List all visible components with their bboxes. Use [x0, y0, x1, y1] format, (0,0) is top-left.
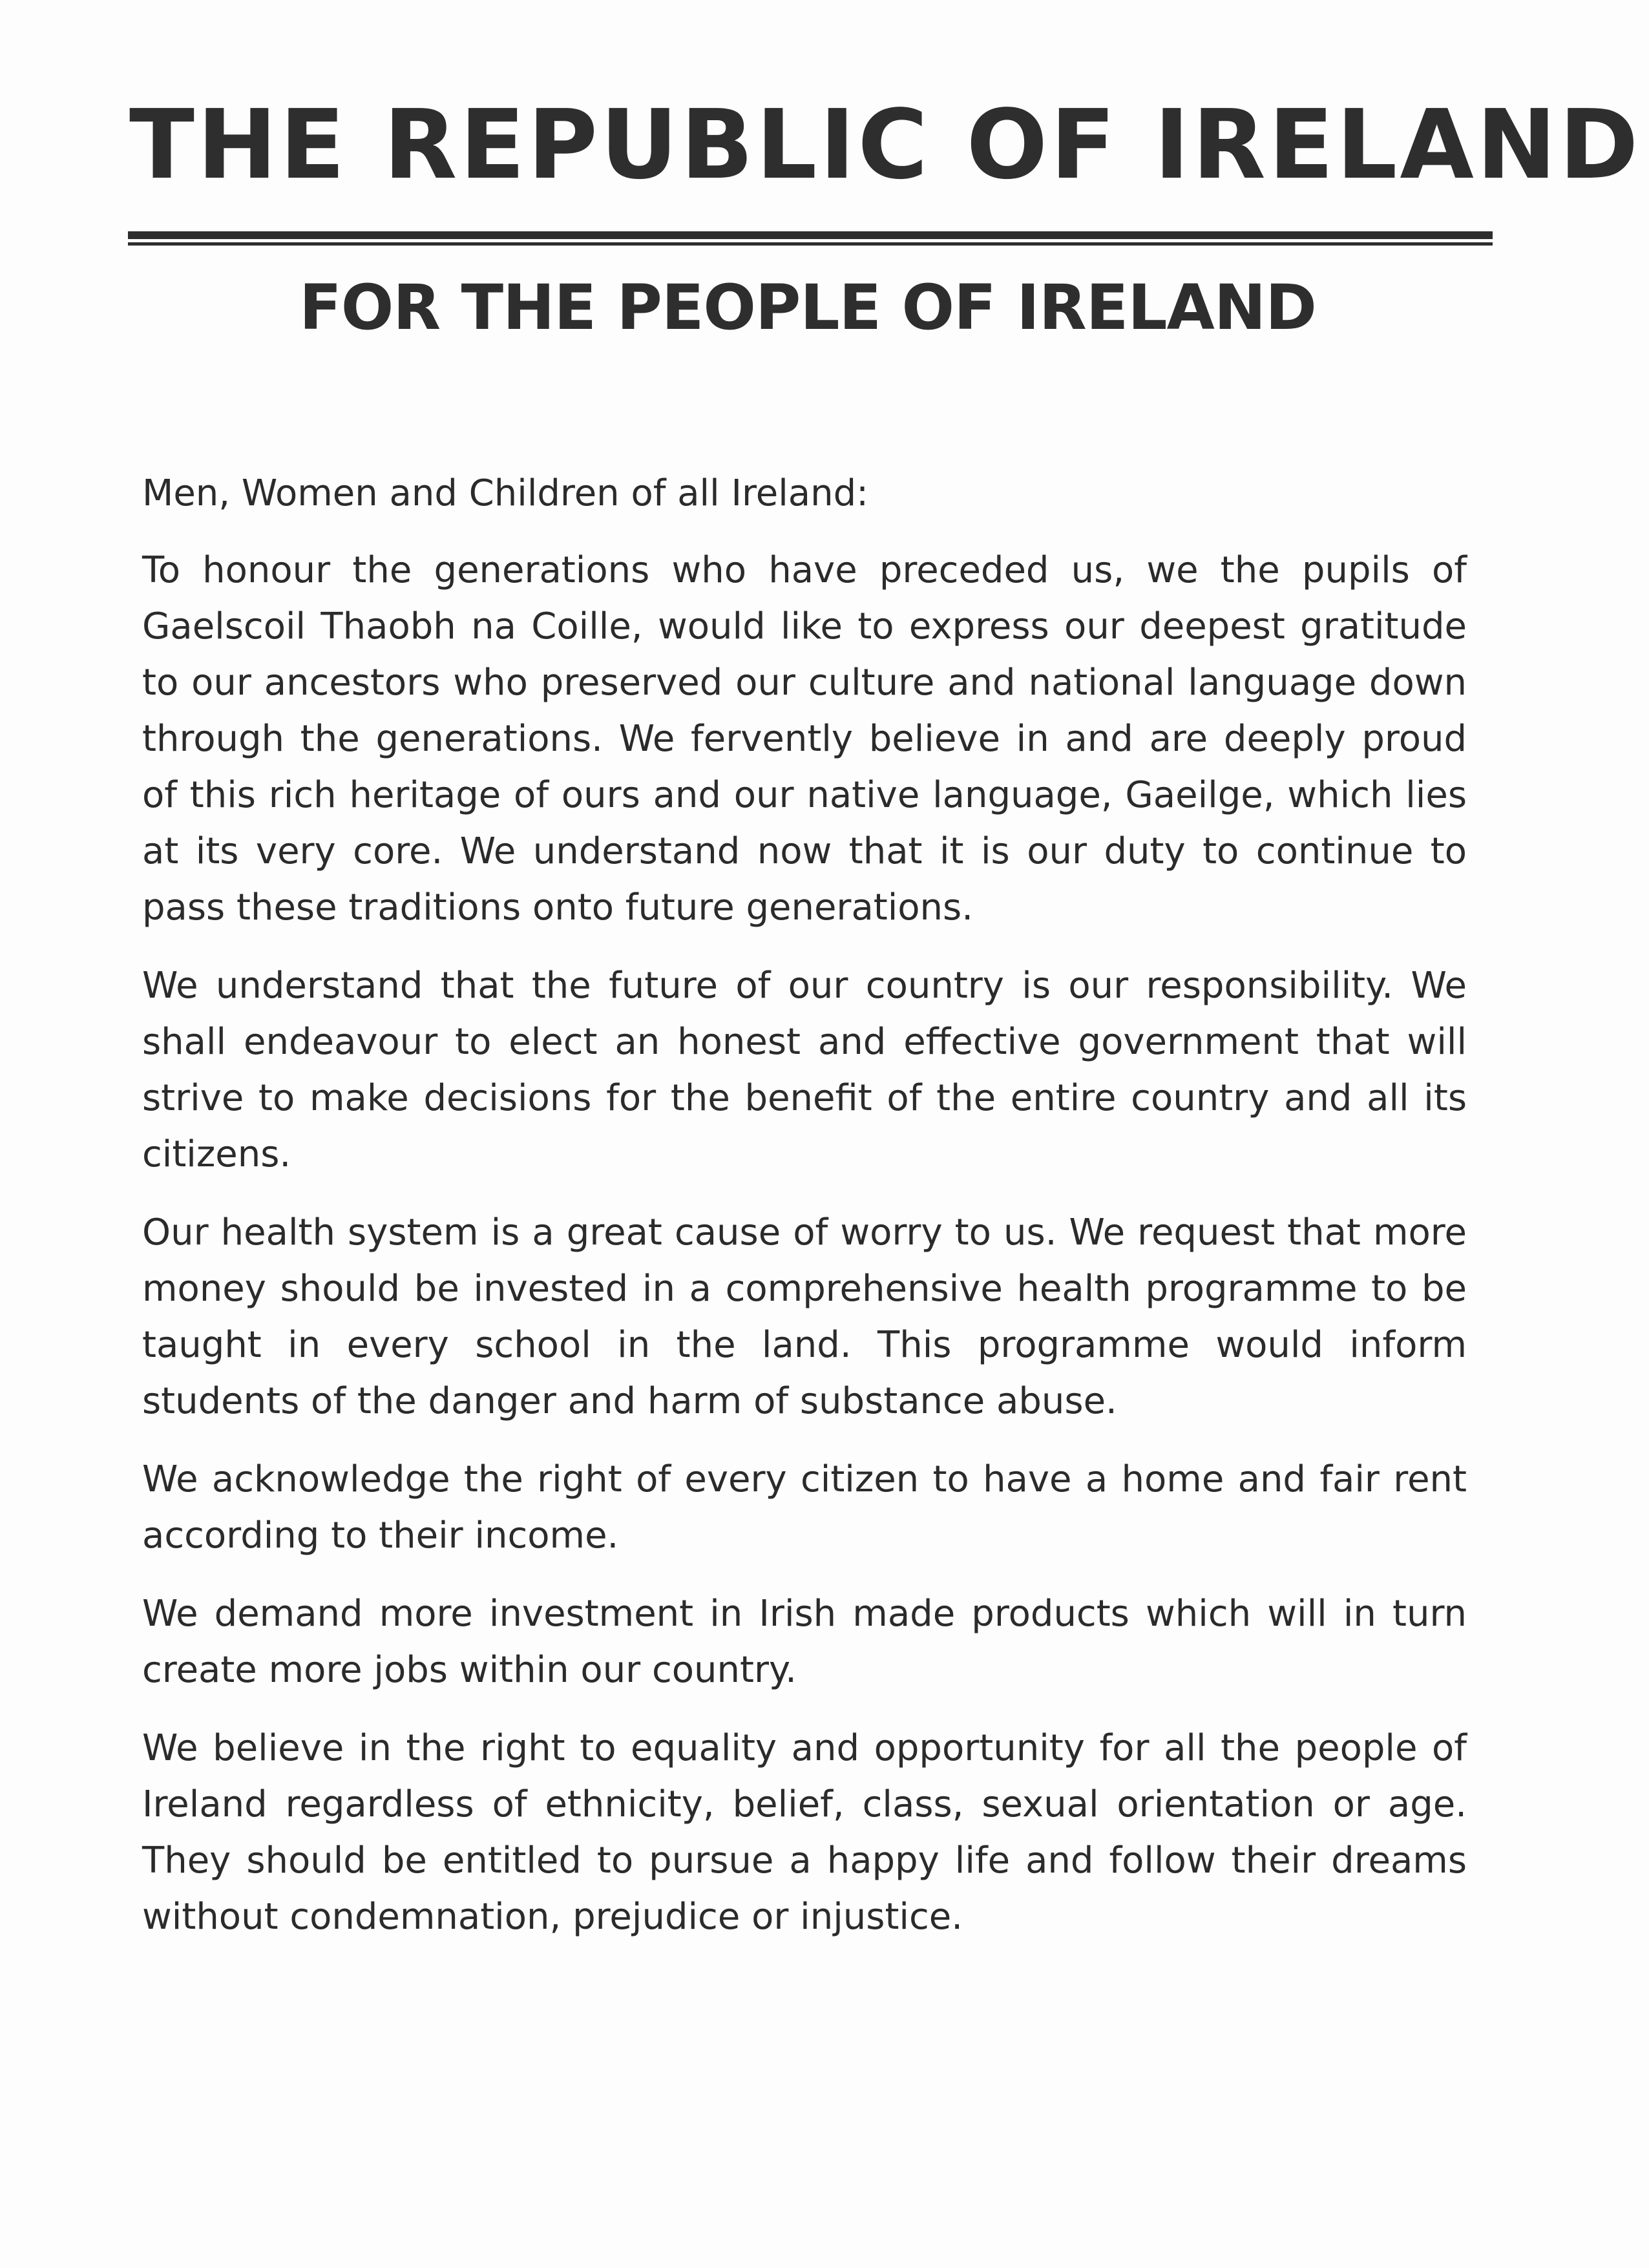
document-subtitle: FOR THE PEOPLE OF IRELAND	[299, 271, 1316, 344]
title-divider-thick	[128, 231, 1493, 239]
paragraph-equality: We believe in the right to equality and opportunity for all the people of Ireland regardless of ethnicity, belief, class, sexual orientation or age. They should be entitled to pursue a happy life and follow their dreams without condemnation, prejudice or injustice.	[142, 1727, 1467, 1938]
paragraph-heritage: To honour the generations who have preceded us, we the pupils of Gaelscoil Thaobh na Coille, would like to express our deepest gratitude to our ancestors who preserved our culture and national language down through the generations. We fervently believe in and are deeply proud of this rich heritage of ours and our native language, Gaeilge, which lies at its very core. We understand now that it is our duty to continue to pass these traditions onto future generations.	[142, 549, 1467, 929]
title-divider-thin	[128, 242, 1493, 246]
salutation: Men, Women and Children of all Ireland:	[142, 472, 869, 514]
paragraph-health: Our health system is a great cause of worry to us. We request that more money should be invested in a comprehensive health programme to be taught in every school in the land. This programme would inform students of the danger and harm of substance abuse.	[142, 1212, 1467, 1422]
document-body	[142, 465, 1467, 1967]
document-title: THE REPUBLIC OF IRELAND	[129, 89, 1641, 200]
paragraph-investment: We demand more investment in Irish made products which will in turn create more jobs within our country.	[142, 1593, 1467, 1691]
paragraph-housing: We acknowledge the right of every citizen to have a home and fair rent according to their income.	[142, 1458, 1467, 1557]
paragraph-government: We understand that the future of our country is our responsibility. We shall endeavour to elect an honest and effective government that will strive to make decisions for the benefit of the entire country and all its citizens.	[142, 965, 1467, 1175]
